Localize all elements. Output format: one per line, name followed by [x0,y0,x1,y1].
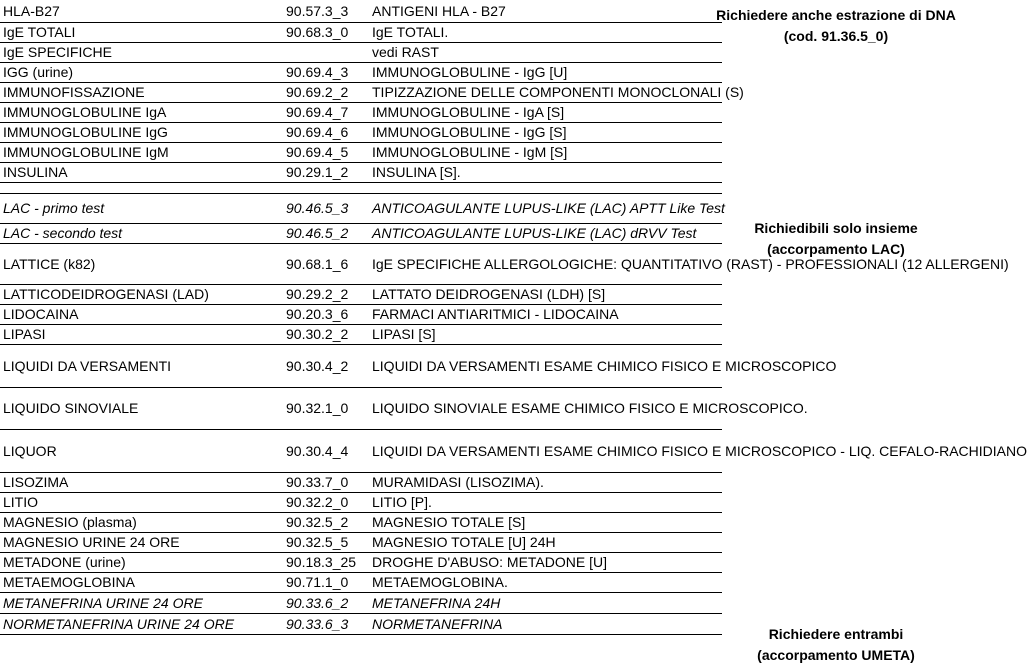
spacer-row [0,182,974,193]
exam-code: 90.32.1_0 [283,387,369,429]
exam-code: 90.69.2_2 [283,82,369,102]
exam-description: METAEMOGLOBINA. [369,572,722,592]
table-row [0,592,974,613]
exam-name: LIDOCAINA [0,304,283,324]
exam-name: LIQUIDO SINOVIALE [0,387,283,429]
exam-description: MAGNESIO TOTALE [U] 24H [369,532,722,552]
exam-code [283,42,369,62]
exam-name: LIQUOR [0,429,283,472]
exam-name: LATTICODEIDROGENASI (LAD) [0,284,283,304]
exam-description: ANTICOAGULANTE LUPUS-LIKE (LAC) dRVV Test [369,223,722,243]
exam-name: MAGNESIO (plasma) [0,512,283,532]
exam-description: IMMUNOGLOBULINE - IgA [S] [369,102,722,122]
exam-name: LAC - secondo test [0,223,283,243]
exam-code: 90.33.6_2 [283,592,369,613]
exam-name: LATTICE (k82) [0,243,283,284]
exam-description: TIPIZZAZIONE DELLE COMPONENTI MONOCLONALI (S) [369,82,722,102]
exam-name: LISOZIMA [0,472,283,492]
note-dna-extraction [712,5,960,47]
exam-description: FARMACI ANTIARITMICI - LIDOCAINA [369,304,722,324]
table-row [0,512,974,532]
exam-code: 90.46.5_3 [283,193,369,223]
exam-description: LIQUIDI DA VERSAMENTI ESAME CHIMICO FISICO E MICROSCOPICO - LIQ. CEFALO-RACHIDIANO [369,429,722,472]
exam-code: 90.46.5_2 [283,223,369,243]
exam-name: METANEFRINA URINE 24 ORE [0,592,283,613]
exam-name: HLA-B27 [0,0,283,22]
exam-description: IMMUNOGLOBULINE - IgG [U] [369,62,722,82]
note-line: (accorpamento UMETA) [757,647,915,663]
table-row [0,142,974,162]
exam-code: 90.32.5_5 [283,532,369,552]
note-line: (cod. 91.36.5_0) [783,28,889,44]
table-row [0,324,974,344]
note-line: (accorpamento LAC) [767,241,905,257]
exam-code: 90.33.6_3 [283,613,369,634]
table-row [0,62,974,82]
exam-description: METANEFRINA 24H [369,592,722,613]
exam-name: IMMUNOFISSAZIONE [0,82,283,102]
exam-code: 90.30.2_2 [283,324,369,344]
exam-code: 90.69.4_7 [283,102,369,122]
exam-name: LIPASI [0,324,283,344]
exam-code: 90.29.1_2 [283,162,369,182]
exam-name: IgE SPECIFICHE [0,42,283,62]
exam-code: 90.18.3_25 [283,552,369,572]
table-row [0,429,974,472]
exam-code: 90.69.4_3 [283,62,369,82]
note-umeta-grouping [712,624,960,666]
exam-code: 90.33.7_0 [283,472,369,492]
table-row [0,102,974,122]
exam-description: IMMUNOGLOBULINE - IgG [S] [369,122,722,142]
table-row [0,552,974,572]
exam-code: 90.71.1_0 [283,572,369,592]
exam-description: IgE SPECIFICHE ALLERGOLOGICHE: QUANTITATIVO (RAST) - PROFESSIONALI (12 ALLERGENI) [369,243,722,284]
exam-description: IMMUNOGLOBULINE - IgM [S] [369,142,722,162]
exam-description: LATTATO DEIDROGENASI (LDH) [S] [369,284,722,304]
exam-description: vedi RAST [369,42,722,62]
table-row [0,532,974,552]
exam-code: 90.30.4_2 [283,344,369,387]
exam-description: ANTICOAGULANTE LUPUS-LIKE (LAC) APTT Like Test [369,193,722,223]
exam-code: 90.32.5_2 [283,512,369,532]
exam-description: ANTIGENI HLA - B27 [369,0,722,22]
exam-code: 90.68.1_6 [283,243,369,284]
exam-name: IgE TOTALI [0,22,283,42]
exam-code: 90.68.3_0 [283,22,369,42]
table-row [0,122,974,142]
exam-description: LIPASI [S] [369,324,722,344]
table-row [0,82,974,102]
note-line: Richiedere entrambi [768,626,904,642]
exam-name: IMMUNOGLOBULINE IgM [0,142,283,162]
exam-code: 90.29.2_2 [283,284,369,304]
table-row [0,492,974,512]
table-row [0,304,974,324]
exam-name: IMMUNOGLOBULINE IgA [0,102,283,122]
table-row [0,387,974,429]
exam-name: LITIO [0,492,283,512]
exam-name: IMMUNOGLOBULINE IgG [0,122,283,142]
exam-description: NORMETANEFRINA [369,613,722,634]
exam-name: LAC - primo test [0,193,283,223]
table-row [0,162,974,182]
table-row [0,472,974,492]
exam-description: MURAMIDASI (LISOZIMA). [369,472,722,492]
table-row [0,284,974,304]
exam-description: LIQUIDI DA VERSAMENTI ESAME CHIMICO FISICO E MICROSCOPICO [369,344,722,387]
exam-description: INSULINA [S]. [369,162,722,182]
exam-name: NORMETANEFRINA URINE 24 ORE [0,613,283,634]
exam-code: 90.69.4_6 [283,122,369,142]
exam-name: METADONE (urine) [0,552,283,572]
table-row [0,344,974,387]
exam-name: IGG (urine) [0,62,283,82]
table-row [0,572,974,592]
exam-code: 90.32.2_0 [283,492,369,512]
exam-name: LIQUIDI DA VERSAMENTI [0,344,283,387]
exam-name: MAGNESIO URINE 24 ORE [0,532,283,552]
exam-description: MAGNESIO TOTALE [S] [369,512,722,532]
exam-description: DROGHE D'ABUSO: METADONE [U] [369,552,722,572]
exam-description: LITIO [P]. [369,492,722,512]
exam-code: 90.20.3_6 [283,304,369,324]
exam-code: 90.30.4_4 [283,429,369,472]
note-lac-grouping [712,218,960,260]
note-line: Richiedere anche estrazione di DNA [716,7,956,23]
exam-name: INSULINA [0,162,283,182]
exam-code: 90.57.3_3 [283,0,369,22]
note-line: Richiedibili solo insieme [754,220,918,236]
exam-description: LIQUIDO SINOVIALE ESAME CHIMICO FISICO E MICROSCOPICO. [369,387,722,429]
exam-code: 90.69.4_5 [283,142,369,162]
exam-description: IgE TOTALI. [369,22,722,42]
exam-name: METAEMOGLOBINA [0,572,283,592]
